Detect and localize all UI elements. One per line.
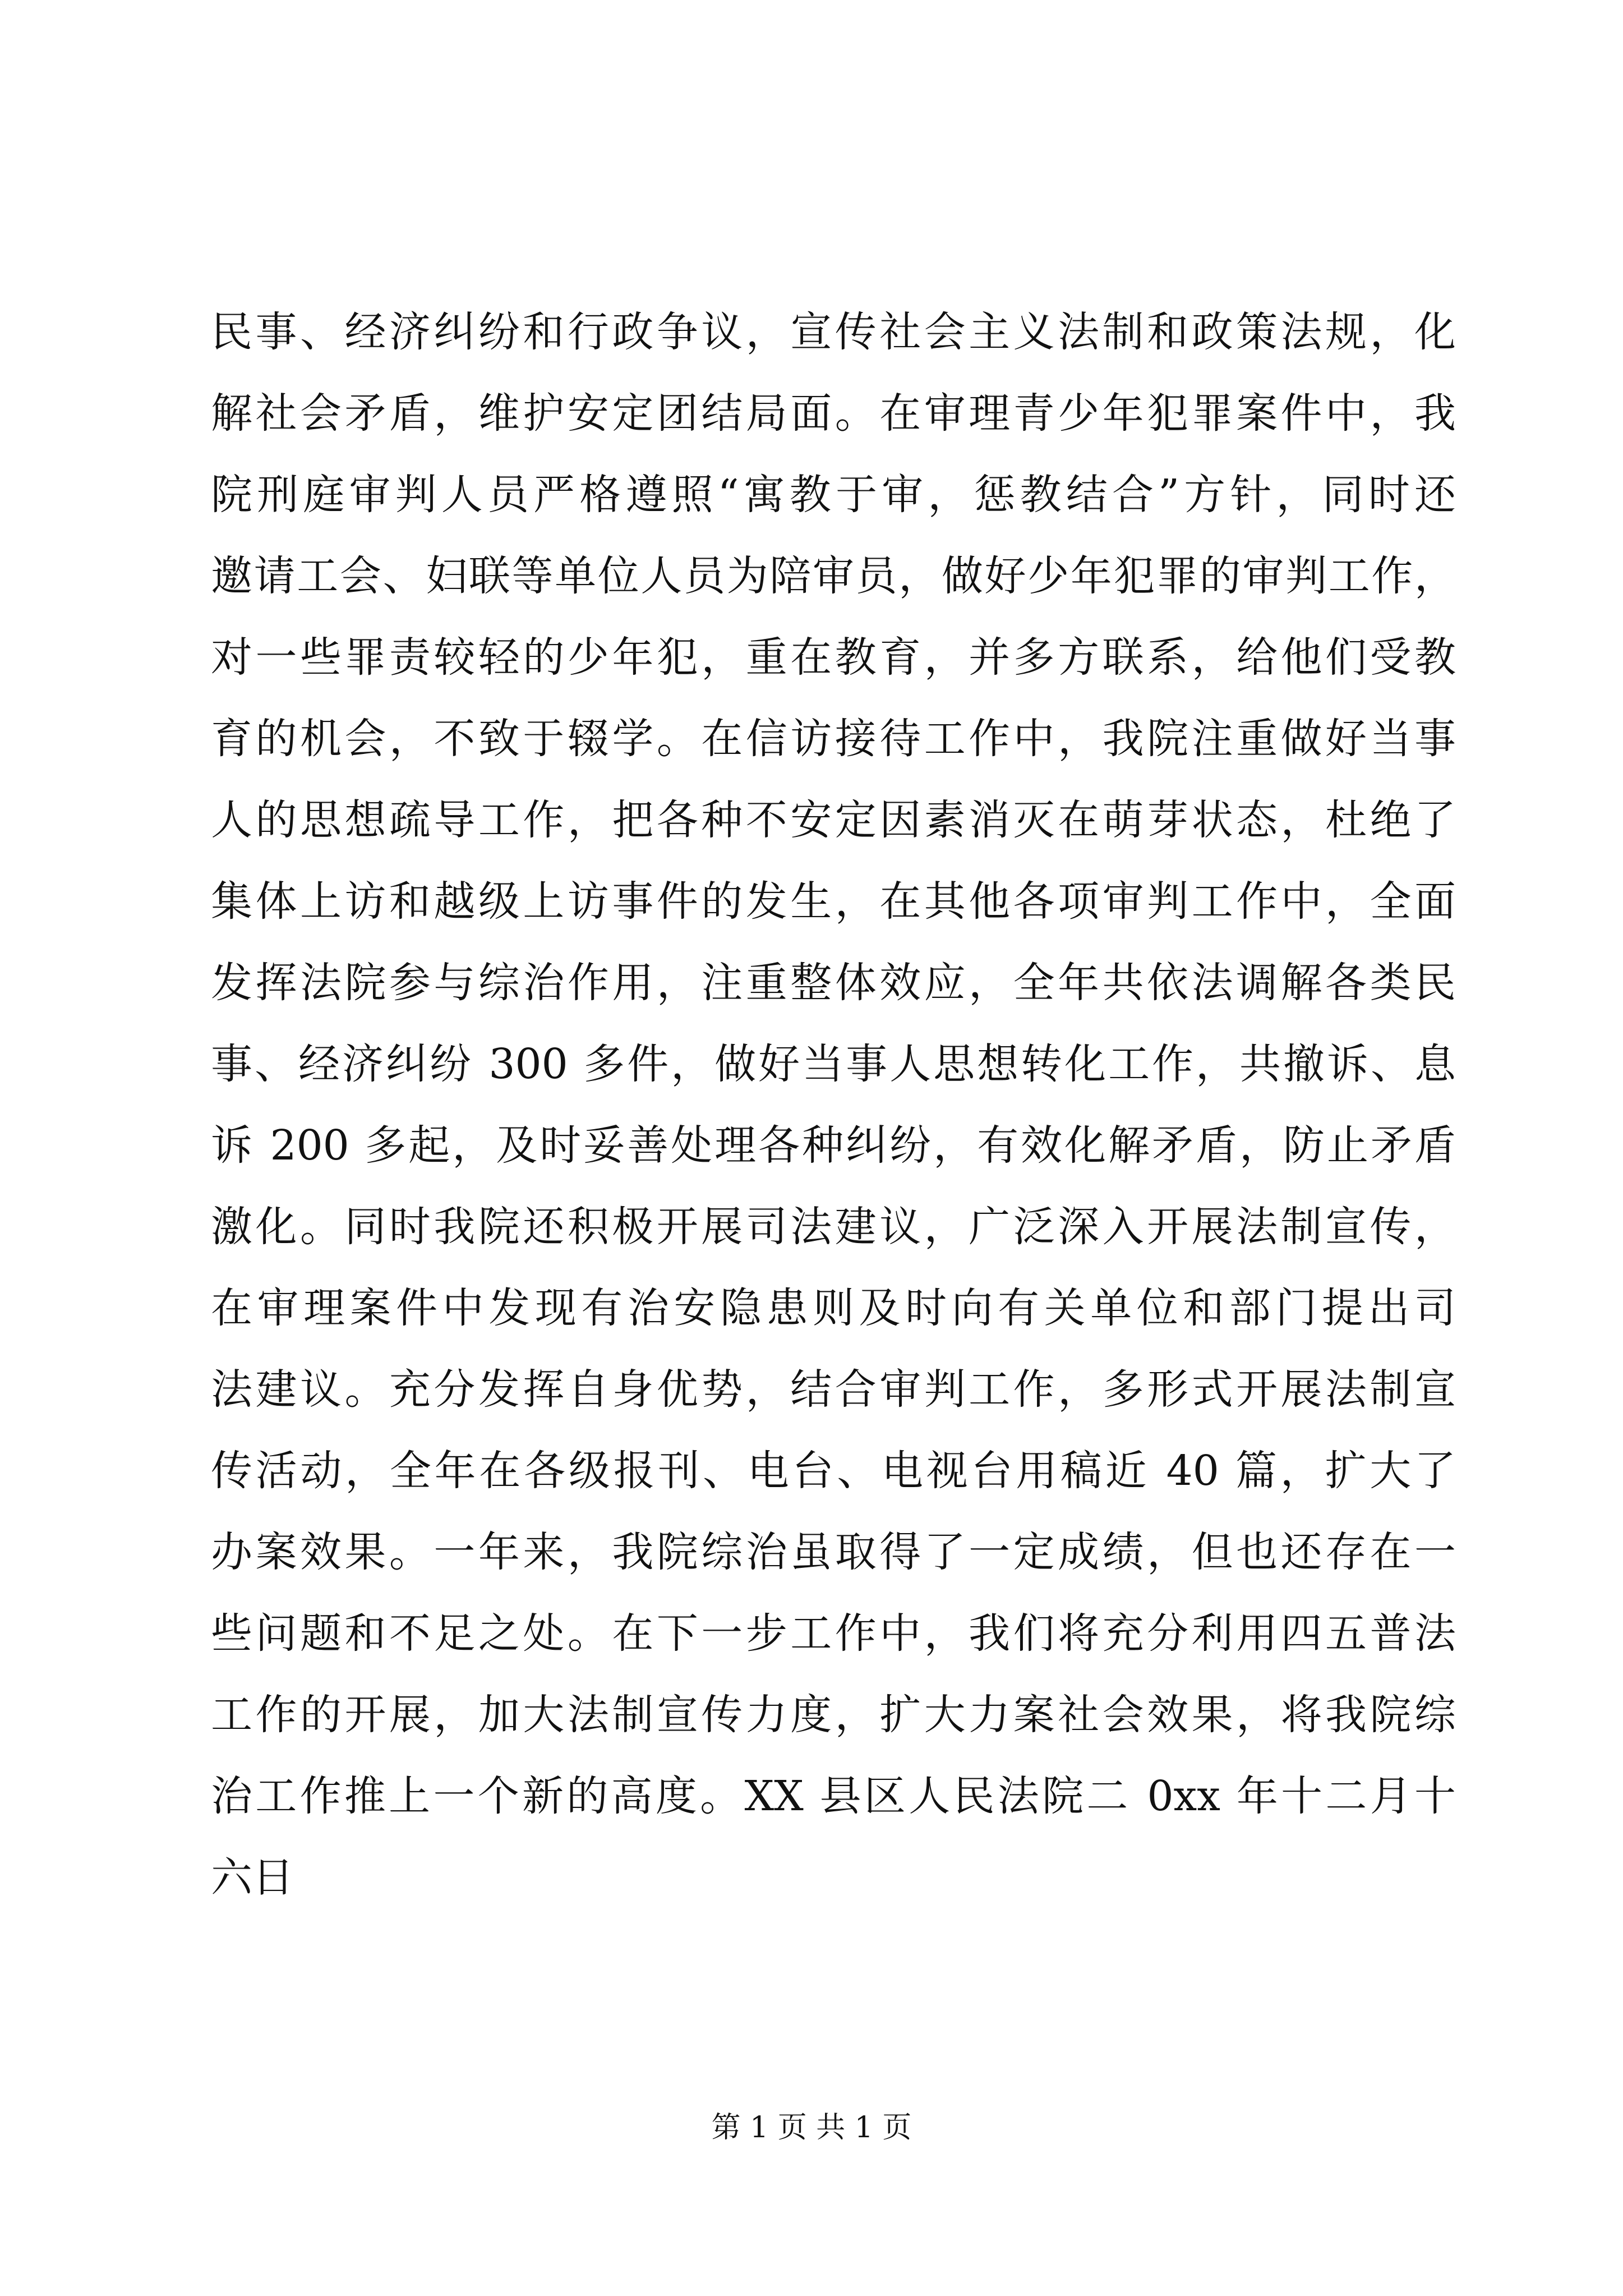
- text-line: 办案效果。一年来，我院综治虽取得了一定成绩，但也还存在一: [211, 1528, 1456, 1576]
- text-line: 民事、经济纠纷和行政争议，宣传社会主义法制和政策法规，化: [211, 308, 1456, 356]
- text-line: 治工作推上一个新的高度。XX 县区人民法院二 0xx 年十二月十: [211, 1772, 1456, 1820]
- text-line: 诉 200 多起，及时妥善处理各种纠纷，有效化解矛盾，防止矛盾: [211, 1121, 1456, 1170]
- body-paragraph: [211, 292, 1456, 1918]
- text-line: 邀请工会、妇联等单位人员为陪审员，做好少年犯罪的审判工作，: [211, 552, 1456, 600]
- text-line: 育的机会，不致于辍学。在信访接待工作中，我院注重做好当事: [211, 715, 1456, 763]
- page-number-label: 第 1 页 共 1 页: [711, 2111, 912, 2145]
- text-line: 院刑庭审判人员严格遵照“寓教于审，惩教结合”方针，同时还: [211, 471, 1456, 519]
- text-line-last: 六日: [211, 1853, 294, 1902]
- text-line: 在审理案件中发现有治安隐患则及时向有关单位和部门提出司: [211, 1284, 1456, 1332]
- text-line: 些问题和不足之处。在下一步工作中，我们将充分利用四五普法: [211, 1609, 1456, 1658]
- text-line: 工作的开展，加大法制宣传力度，扩大力案社会效果，将我院综: [211, 1691, 1456, 1739]
- text-line: 人的思想疏导工作，把各种不安定因素消灭在萌芽状态，杜绝了: [211, 796, 1456, 844]
- text-line: 传活动，全年在各级报刊、电台、电视台用稿近 40 篇，扩大了: [211, 1447, 1456, 1495]
- text-line: 解社会矛盾，维护安定团结局面。在审理青少年犯罪案件中，我: [211, 389, 1456, 438]
- text-line: 激化。同时我院还积极开展司法建议，广泛深入开展法制宣传，: [211, 1203, 1456, 1251]
- text-line: 事、经济纠纷 300 多件，做好当事人思想转化工作，共撤诉、息: [211, 1040, 1456, 1088]
- page-footer: [0, 2104, 1623, 2146]
- text-line: 集体上访和越级上访事件的发生，在其他各项审判工作中，全面: [211, 877, 1456, 926]
- text-line: 发挥法院参与综治作用，注重整体效应，全年共依法调解各类民: [211, 959, 1456, 1007]
- text-line: 对一些罪责较轻的少年犯，重在教育，并多方联系，给他们受教: [211, 633, 1456, 682]
- text-line: 法建议。充分发挥自身优势，结合审判工作，多形式开展法制宣: [211, 1365, 1456, 1414]
